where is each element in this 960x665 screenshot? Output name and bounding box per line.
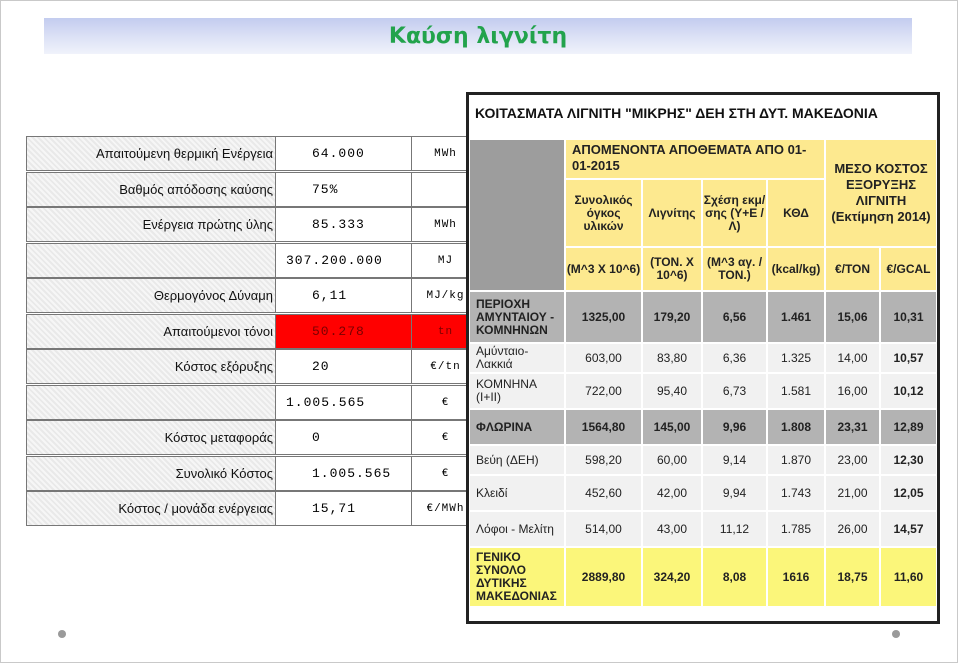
value-cell: 6,36 bbox=[702, 343, 767, 373]
calc-row-value[interactable]: 1.005.565 bbox=[275, 456, 412, 491]
calc-row-value[interactable]: 6,11 bbox=[275, 278, 412, 313]
value-cell: 1.808 bbox=[767, 409, 825, 445]
calc-row-value[interactable]: 75% bbox=[275, 172, 412, 207]
calc-row bbox=[26, 385, 454, 420]
value-cell: 16,00 bbox=[825, 373, 880, 409]
value-cell: 83,80 bbox=[642, 343, 702, 373]
value-cell: 11,12 bbox=[702, 511, 767, 547]
value-cell: 6,56 bbox=[702, 291, 767, 343]
value-cell: 603,00 bbox=[565, 343, 642, 373]
value-cell: 1.870 bbox=[767, 445, 825, 475]
calc-row-label: Απαιτούμενη θερμική Ενέργεια bbox=[26, 136, 275, 171]
reserves-header: ΑΠΟΜΕΝΟΝΤΑ ΑΠΟΘΕΜΑΤΑ ΑΠΟ 01-01-2015 bbox=[565, 139, 825, 179]
value-cell: 9,96 bbox=[702, 409, 767, 445]
calc-row bbox=[26, 136, 457, 171]
value-cell: 722,00 bbox=[565, 373, 642, 409]
calc-row-value[interactable]: 0 bbox=[275, 420, 412, 455]
column-header: Σχέση εκμ/σης (Υ+Ε / Λ) bbox=[702, 179, 767, 247]
value-cell: 9,14 bbox=[702, 445, 767, 475]
calc-row-unit: €/MWh bbox=[412, 491, 480, 526]
calc-row-unit: € bbox=[412, 420, 480, 455]
value-cell: 598,20 bbox=[565, 445, 642, 475]
mining-cost-header: ΜΕΣΟ ΚΟΣΤΟΣ ΕΞΟΡΥΞΗΣ ΛΙΓΝΙΤΗ (Εκτίμηση 2014) bbox=[825, 139, 937, 247]
calc-row bbox=[26, 243, 454, 278]
value-cell: 1.785 bbox=[767, 511, 825, 547]
calc-row-unit: MWh bbox=[412, 207, 480, 242]
calc-row bbox=[26, 349, 461, 384]
value-cell: 9,94 bbox=[702, 475, 767, 511]
unit-header: €/GCAL bbox=[880, 247, 937, 291]
unit-header: (Μ^3 Χ 10^6) bbox=[565, 247, 642, 291]
value-cell: 12,30 bbox=[880, 445, 937, 475]
value-cell: 1.581 bbox=[767, 373, 825, 409]
calc-row-value[interactable]: 64.000 bbox=[275, 136, 412, 171]
calc-row-value[interactable]: 50.278 bbox=[275, 314, 412, 349]
value-cell: 43,00 bbox=[642, 511, 702, 547]
deposits-table-title: ΚΟΙΤΑΣΜΑΤΑ ΛΙΓΝΙΤΗ "ΜΙΚΡΗΣ" ΔΕΗ ΣΤΗ ΔΥΤ. ΜΑΚΕΔΟΝΙΑ bbox=[475, 105, 878, 121]
title-bar bbox=[44, 18, 912, 54]
value-cell: 10,57 bbox=[880, 343, 937, 373]
calc-row bbox=[26, 420, 454, 455]
lignite-deposits-table bbox=[466, 92, 940, 624]
region-cell: ΠΕΡΙΟΧΗ ΑΜΥΝΤΑΙΟΥ - ΚΟΜΝΗΝΩΝ bbox=[469, 291, 565, 343]
bullet-dot-left bbox=[58, 630, 66, 638]
column-header: Λιγνίτης bbox=[642, 179, 702, 247]
value-cell: 26,00 bbox=[825, 511, 880, 547]
unit-header: (kcal/kg) bbox=[767, 247, 825, 291]
calc-row-unit: € bbox=[412, 385, 480, 420]
calc-row bbox=[26, 314, 454, 349]
calc-row-value[interactable]: 85.333 bbox=[275, 207, 412, 242]
calc-row-unit: MJ bbox=[412, 243, 480, 278]
value-cell: 10,31 bbox=[880, 291, 937, 343]
value-cell: 8,08 bbox=[702, 547, 767, 607]
calc-row-value[interactable]: 15,71 bbox=[275, 491, 412, 526]
region-cell: Αμύνταιο-Λακκιά bbox=[469, 343, 565, 373]
value-cell: 18,75 bbox=[825, 547, 880, 607]
calc-row-unit: €/tn bbox=[412, 349, 480, 384]
calc-row bbox=[26, 207, 457, 242]
value-cell: 179,20 bbox=[642, 291, 702, 343]
column-header: Συνολικός όγκος υλικών bbox=[565, 179, 642, 247]
calc-row-value[interactable]: 1.005.565 bbox=[275, 385, 412, 420]
calc-row-label: Θερμογόνος Δύναμη bbox=[26, 278, 275, 313]
value-cell: 14,57 bbox=[880, 511, 937, 547]
value-cell: 12,05 bbox=[880, 475, 937, 511]
calc-row bbox=[26, 172, 454, 207]
calc-row-label: Κόστος μεταφοράς bbox=[26, 420, 275, 455]
calc-row-unit: tn bbox=[412, 314, 480, 349]
value-cell: 60,00 bbox=[642, 445, 702, 475]
unit-header: (Μ^3 αγ. / ΤΟΝ.) bbox=[702, 247, 767, 291]
calc-row bbox=[26, 456, 454, 491]
value-cell: 1616 bbox=[767, 547, 825, 607]
calc-row-unit: MJ/kg bbox=[412, 278, 480, 313]
value-cell: 1.743 bbox=[767, 475, 825, 511]
value-cell: 452,60 bbox=[565, 475, 642, 511]
column-header: ΚΘΔ bbox=[767, 179, 825, 247]
unit-header: (ΤΟΝ. Χ 10^6) bbox=[642, 247, 702, 291]
calc-row-label bbox=[26, 385, 275, 420]
calc-row bbox=[26, 278, 465, 313]
value-cell: 14,00 bbox=[825, 343, 880, 373]
calc-row-label: Κόστος εξόρυξης bbox=[26, 349, 275, 384]
calc-row bbox=[26, 491, 465, 526]
region-cell: ΓΕΝΙΚΟ ΣΥΝΟΛΟ ΔΥΤΙΚΗΣ ΜΑΚΕΔΟΝΙΑΣ bbox=[469, 547, 565, 607]
region-cell: Κλειδί bbox=[469, 475, 565, 511]
calc-row-label: Συνολικό Κόστος bbox=[26, 456, 275, 491]
calc-row-label bbox=[26, 243, 275, 278]
slide-title: Καύση λιγνίτη bbox=[388, 24, 568, 49]
calc-row-value[interactable]: 307.200.000 bbox=[275, 243, 412, 278]
bullet-dot-right bbox=[892, 630, 900, 638]
region-cell: ΚΟΜΝΗΝΑ (Ι+ΙΙ) bbox=[469, 373, 565, 409]
value-cell: 12,89 bbox=[880, 409, 937, 445]
calc-row-label: Βαθμός απόδοσης καύσης bbox=[26, 172, 275, 207]
calc-row-label: Απαιτούμενοι τόνοι bbox=[26, 314, 275, 349]
region-cell: Λόφοι - Μελίτη bbox=[469, 511, 565, 547]
value-cell: 2889,80 bbox=[565, 547, 642, 607]
value-cell: 6,73 bbox=[702, 373, 767, 409]
header-corner-cell bbox=[469, 139, 565, 291]
value-cell: 42,00 bbox=[642, 475, 702, 511]
value-cell: 23,31 bbox=[825, 409, 880, 445]
value-cell: 324,20 bbox=[642, 547, 702, 607]
value-cell: 95,40 bbox=[642, 373, 702, 409]
value-cell: 10,12 bbox=[880, 373, 937, 409]
unit-header: €/ΤΟΝ bbox=[825, 247, 880, 291]
value-cell: 1325,00 bbox=[565, 291, 642, 343]
value-cell: 23,00 bbox=[825, 445, 880, 475]
value-cell: 21,00 bbox=[825, 475, 880, 511]
calc-row-value[interactable]: 20 bbox=[275, 349, 412, 384]
calc-row-unit: € bbox=[412, 456, 480, 491]
region-cell: Βεύη (ΔΕΗ) bbox=[469, 445, 565, 475]
value-cell: 1.461 bbox=[767, 291, 825, 343]
value-cell: 11,60 bbox=[880, 547, 937, 607]
value-cell: 1.325 bbox=[767, 343, 825, 373]
value-cell: 1564,80 bbox=[565, 409, 642, 445]
value-cell: 15,06 bbox=[825, 291, 880, 343]
region-cell: ΦΛΩΡΙΝΑ bbox=[469, 409, 565, 445]
calc-row-unit: MWh bbox=[412, 136, 480, 171]
value-cell: 145,00 bbox=[642, 409, 702, 445]
calc-row-label: Ενέργεια πρώτης ύλης bbox=[26, 207, 275, 242]
value-cell: 514,00 bbox=[565, 511, 642, 547]
calc-row-label: Κόστος / μονάδα ενέργειας bbox=[26, 491, 275, 526]
